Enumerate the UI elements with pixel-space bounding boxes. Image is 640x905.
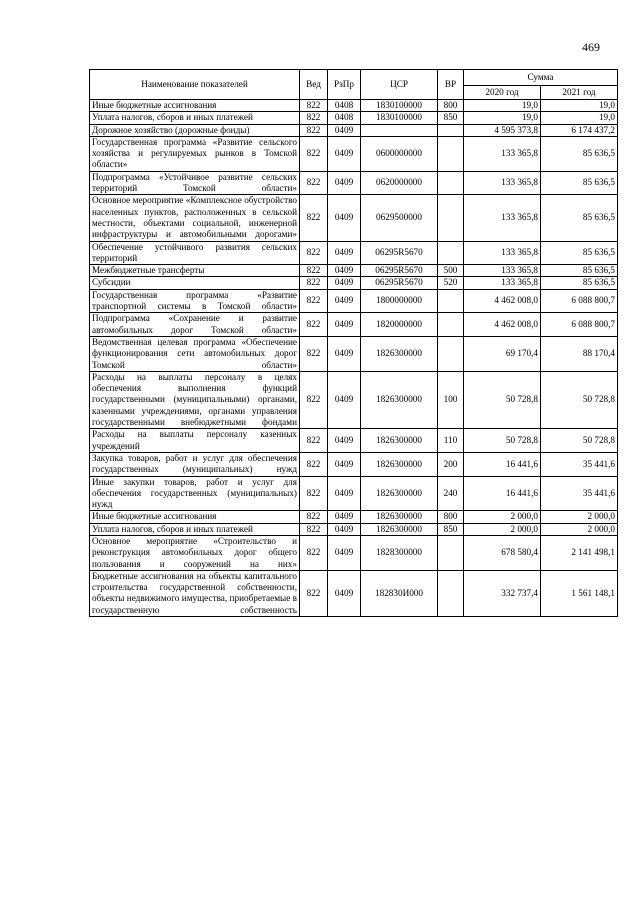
- row-name: Иные закупки товаров, работ и услуг для обеспечения государственных (муниципальных) нужд: [90, 476, 300, 511]
- header-vr: ВР: [438, 70, 464, 100]
- row-name: Государственная программа «Развитие сельского хозяйства и регулируемых рынков в Томской области»: [90, 136, 300, 171]
- row-ved: 822: [300, 136, 328, 171]
- row-name: Субсидии: [90, 277, 300, 289]
- row-sum-2020: 2 000,0: [464, 523, 541, 535]
- row-ved: 822: [300, 429, 328, 453]
- row-ved: 822: [300, 195, 328, 241]
- row-vr: [438, 136, 464, 171]
- row-sum-2020: 133 365,8: [464, 195, 541, 241]
- row-rzpr: 0409: [328, 124, 361, 136]
- row-vr: [438, 336, 464, 371]
- row-ved: 822: [300, 476, 328, 511]
- row-vr: [438, 124, 464, 136]
- row-sum-2021: 50 728,8: [541, 371, 618, 428]
- row-csr: 0600000000: [361, 136, 438, 171]
- row-name: Основное мероприятие «Строительство и реконструкция автомобильных дорог общего пользования и сооружений на них»: [90, 535, 300, 570]
- row-rzpr: 0409: [328, 241, 361, 265]
- header-csr: ЦСР: [361, 70, 438, 100]
- row-ved: 822: [300, 511, 328, 523]
- row-sum-2021: 50 728,8: [541, 429, 618, 453]
- table-row: [90, 241, 618, 265]
- row-ved: 822: [300, 313, 328, 337]
- row-vr: 110: [438, 429, 464, 453]
- row-csr: 1800000000: [361, 289, 438, 313]
- row-rzpr: 0409: [328, 277, 361, 289]
- header-rzpr: РзПр: [328, 70, 361, 100]
- header-name: Наименование показателей: [90, 70, 300, 100]
- row-ved: 822: [300, 289, 328, 313]
- row-csr: 1826300000: [361, 523, 438, 535]
- row-csr: 1826300000: [361, 476, 438, 511]
- row-sum-2020: 4 462 008,0: [464, 289, 541, 313]
- row-ved: 822: [300, 241, 328, 265]
- row-sum-2020: 133 365,8: [464, 265, 541, 277]
- row-csr: 0629500000: [361, 195, 438, 241]
- row-vr: 240: [438, 476, 464, 511]
- row-name: Ведомственная целевая программа «Обеспечение функционирования сети автомобильных дорог Томской области»: [90, 336, 300, 371]
- header-sum: Сумма: [464, 70, 618, 86]
- table-row: [90, 570, 618, 616]
- row-name: Бюджетные ассигнования на объекты капитального строительства государственной собственности, объекты недвижимого имущества, приобретаемые в государственную собственность: [90, 570, 300, 616]
- row-name: Государственная программа «Развитие транспортной системы в Томской области»: [90, 289, 300, 313]
- row-sum-2020: 4 462 008,0: [464, 313, 541, 337]
- budget-table: [89, 69, 618, 617]
- page-number: 469: [582, 40, 600, 54]
- row-ved: 822: [300, 336, 328, 371]
- row-ved: 822: [300, 112, 328, 124]
- row-ved: 822: [300, 171, 328, 195]
- row-name: Расходы на выплаты персоналу в целях обеспечения выполнения функций государственными (муниципальными) органами, казенными учреждениями, органами управления государственными внебюджетными фондами: [90, 371, 300, 428]
- row-rzpr: 0409: [328, 570, 361, 616]
- row-sum-2021: 35 441,6: [541, 452, 618, 476]
- row-csr: 1826300000: [361, 452, 438, 476]
- row-name: Подпрограмма «Сохранение и развитие автомобильных дорог Томской области»: [90, 313, 300, 337]
- row-ved: 822: [300, 523, 328, 535]
- row-sum-2021: 85 636,5: [541, 265, 618, 277]
- row-vr: 520: [438, 277, 464, 289]
- row-sum-2020: 332 737,4: [464, 570, 541, 616]
- row-csr: 06295R5670: [361, 265, 438, 277]
- row-rzpr: 0409: [328, 313, 361, 337]
- row-rzpr: 0409: [328, 171, 361, 195]
- row-csr: 1820000000: [361, 313, 438, 337]
- row-name: Расходы на выплаты персоналу казенных учреждений: [90, 429, 300, 453]
- row-vr: 200: [438, 452, 464, 476]
- table-row: [90, 535, 618, 570]
- row-sum-2021: 85 636,5: [541, 195, 618, 241]
- row-ved: 822: [300, 452, 328, 476]
- row-sum-2020: 19,0: [464, 100, 541, 112]
- table-row: [90, 277, 618, 289]
- row-ved: 822: [300, 371, 328, 428]
- table-row: [90, 429, 618, 453]
- row-name: Межбюджетные трансферты: [90, 265, 300, 277]
- row-csr: 1826300000: [361, 371, 438, 428]
- table-row: [90, 371, 618, 428]
- row-sum-2021: 85 636,5: [541, 136, 618, 171]
- table-row: [90, 100, 618, 112]
- row-rzpr: 0409: [328, 476, 361, 511]
- row-csr: 06295R5670: [361, 241, 438, 265]
- row-rzpr: 0409: [328, 523, 361, 535]
- row-name: Уплата налогов, сборов и иных платежей: [90, 523, 300, 535]
- row-name: Дорожное хозяйство (дорожные фонды): [90, 124, 300, 136]
- row-csr: 1826300000: [361, 429, 438, 453]
- row-sum-2021: 85 636,5: [541, 171, 618, 195]
- row-ved: 822: [300, 277, 328, 289]
- table-row: [90, 289, 618, 313]
- row-name: Основное мероприятие «Комплексное обустройство населенных пунктов, расположенных в сельской местности, объектами социальной, инженерной инфраструктуры и автомобильными дорогами»: [90, 195, 300, 241]
- row-vr: [438, 171, 464, 195]
- row-vr: 850: [438, 112, 464, 124]
- row-rzpr: 0409: [328, 336, 361, 371]
- row-sum-2020: 16 441,6: [464, 452, 541, 476]
- row-vr: 800: [438, 100, 464, 112]
- table-row: [90, 336, 618, 371]
- row-sum-2021: 85 636,5: [541, 277, 618, 289]
- header-ved: Вед: [300, 70, 328, 100]
- row-name: Иные бюджетные ассигнования: [90, 100, 300, 112]
- row-rzpr: 0408: [328, 112, 361, 124]
- row-sum-2021: 19,0: [541, 100, 618, 112]
- row-rzpr: 0409: [328, 289, 361, 313]
- table-row: [90, 112, 618, 124]
- row-csr: 1826300000: [361, 511, 438, 523]
- row-vr: [438, 195, 464, 241]
- table-row: [90, 313, 618, 337]
- row-vr: 800: [438, 511, 464, 523]
- row-ved: 822: [300, 124, 328, 136]
- row-ved: 822: [300, 535, 328, 570]
- row-vr: [438, 570, 464, 616]
- row-sum-2020: 133 365,8: [464, 136, 541, 171]
- row-sum-2021: 2 141 498,1: [541, 535, 618, 570]
- row-vr: [438, 241, 464, 265]
- table-row: [90, 452, 618, 476]
- row-vr: [438, 289, 464, 313]
- row-sum-2020: 16 441,6: [464, 476, 541, 511]
- row-csr: 0620000000: [361, 171, 438, 195]
- row-csr: 06295R5670: [361, 277, 438, 289]
- row-sum-2021: 85 636,5: [541, 241, 618, 265]
- row-ved: 822: [300, 265, 328, 277]
- row-sum-2021: 6 088 800,7: [541, 289, 618, 313]
- row-sum-2021: 19,0: [541, 112, 618, 124]
- row-sum-2021: 2 000,0: [541, 523, 618, 535]
- row-sum-2020: 4 595 373,8: [464, 124, 541, 136]
- row-csr: 182830И000: [361, 570, 438, 616]
- row-rzpr: 0409: [328, 452, 361, 476]
- row-sum-2021: 1 561 148,1: [541, 570, 618, 616]
- row-name: Закупка товаров, работ и услуг для обеспечения государственных (муниципальных) нужд: [90, 452, 300, 476]
- row-rzpr: 0409: [328, 371, 361, 428]
- row-sum-2020: 69 170,4: [464, 336, 541, 371]
- row-name: Обеспечение устойчивого развития сельских территорий: [90, 241, 300, 265]
- row-csr: 1828300000: [361, 535, 438, 570]
- table-row: [90, 136, 618, 171]
- row-sum-2021: 35 441,6: [541, 476, 618, 511]
- table-row: [90, 511, 618, 523]
- header-year-2021: 2021 год: [541, 86, 618, 100]
- row-ved: 822: [300, 570, 328, 616]
- row-csr: 1826300000: [361, 336, 438, 371]
- row-sum-2020: 50 728,8: [464, 429, 541, 453]
- row-sum-2021: 2 000,0: [541, 511, 618, 523]
- row-rzpr: 0409: [328, 136, 361, 171]
- header-year-2020: 2020 год: [464, 86, 541, 100]
- table-row: [90, 265, 618, 277]
- row-csr: 1830100000: [361, 112, 438, 124]
- row-ved: 822: [300, 100, 328, 112]
- row-vr: [438, 313, 464, 337]
- row-sum-2021: 6 174 437,2: [541, 124, 618, 136]
- row-sum-2020: 2 000,0: [464, 511, 541, 523]
- row-sum-2020: 133 365,8: [464, 171, 541, 195]
- row-sum-2020: 133 365,8: [464, 241, 541, 265]
- row-sum-2020: 133 365,8: [464, 277, 541, 289]
- row-sum-2021: 88 170,4: [541, 336, 618, 371]
- row-rzpr: 0409: [328, 511, 361, 523]
- row-name: Уплата налогов, сборов и иных платежей: [90, 112, 300, 124]
- row-sum-2020: 678 580,4: [464, 535, 541, 570]
- row-name: Подпрограмма «Устойчивое развитие сельских территорий Томской области»: [90, 171, 300, 195]
- row-rzpr: 0408: [328, 100, 361, 112]
- row-sum-2020: 19,0: [464, 112, 541, 124]
- row-vr: [438, 535, 464, 570]
- table-row: [90, 195, 618, 241]
- table-row: [90, 476, 618, 511]
- row-vr: 850: [438, 523, 464, 535]
- row-csr: [361, 124, 438, 136]
- table-body: [90, 100, 618, 617]
- row-sum-2021: 6 088 800,7: [541, 313, 618, 337]
- table-row: [90, 124, 618, 136]
- table-row: [90, 523, 618, 535]
- row-vr: 100: [438, 371, 464, 428]
- row-rzpr: 0409: [328, 195, 361, 241]
- row-vr: 500: [438, 265, 464, 277]
- row-sum-2020: 50 728,8: [464, 371, 541, 428]
- row-csr: 1830100000: [361, 100, 438, 112]
- row-name: Иные бюджетные ассигнования: [90, 511, 300, 523]
- row-rzpr: 0409: [328, 265, 361, 277]
- table-row: [90, 171, 618, 195]
- row-rzpr: 0409: [328, 429, 361, 453]
- row-rzpr: 0409: [328, 535, 361, 570]
